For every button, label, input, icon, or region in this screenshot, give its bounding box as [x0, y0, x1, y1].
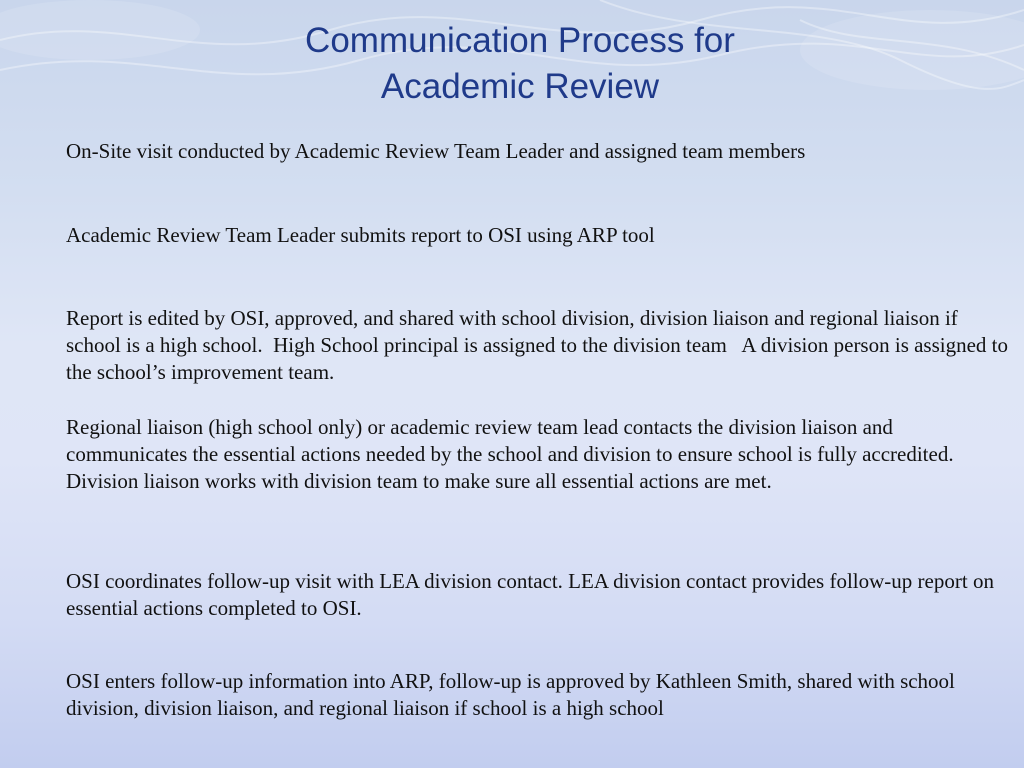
process-step-follow-up-visit: OSI coordinates follow-up visit with LEA division contact. LEA division contact provides follow-up report on essential actions completed to OSI.	[66, 569, 1000, 620]
process-step-report-edit-share: Report is edited by OSI, approved, and shared with school division, division liaison and regional liaison if school is a high school. High School principal is assigned to the division team A division person is assigned to the school’s improvement team.	[66, 306, 1014, 384]
process-step-onsite-visit: On-Site visit conducted by Academic Review Team Leader and assigned team members	[66, 139, 806, 163]
slide-title-line1: Communication Process for	[305, 21, 735, 60]
slide-title-line2: Academic Review	[380, 67, 660, 106]
slide-title	[0, 18, 1024, 110]
process-step-follow-up-entry: OSI enters follow-up information into ARP, follow-up is approved by Kathleen Smith, shared with school division, division liaison, and regional liaison if school is a high school	[66, 669, 961, 720]
process-step-report-submission: Academic Review Team Leader submits report to OSI using ARP tool	[66, 223, 655, 247]
process-step-liaison-contact: Regional liaison (high school only) or academic review team lead contacts the division liaison and communicates the essential actions needed by the school and division to ensure school is fully accredited. Division liaison works with division team to make sure all essential actions are met.	[66, 415, 965, 493]
